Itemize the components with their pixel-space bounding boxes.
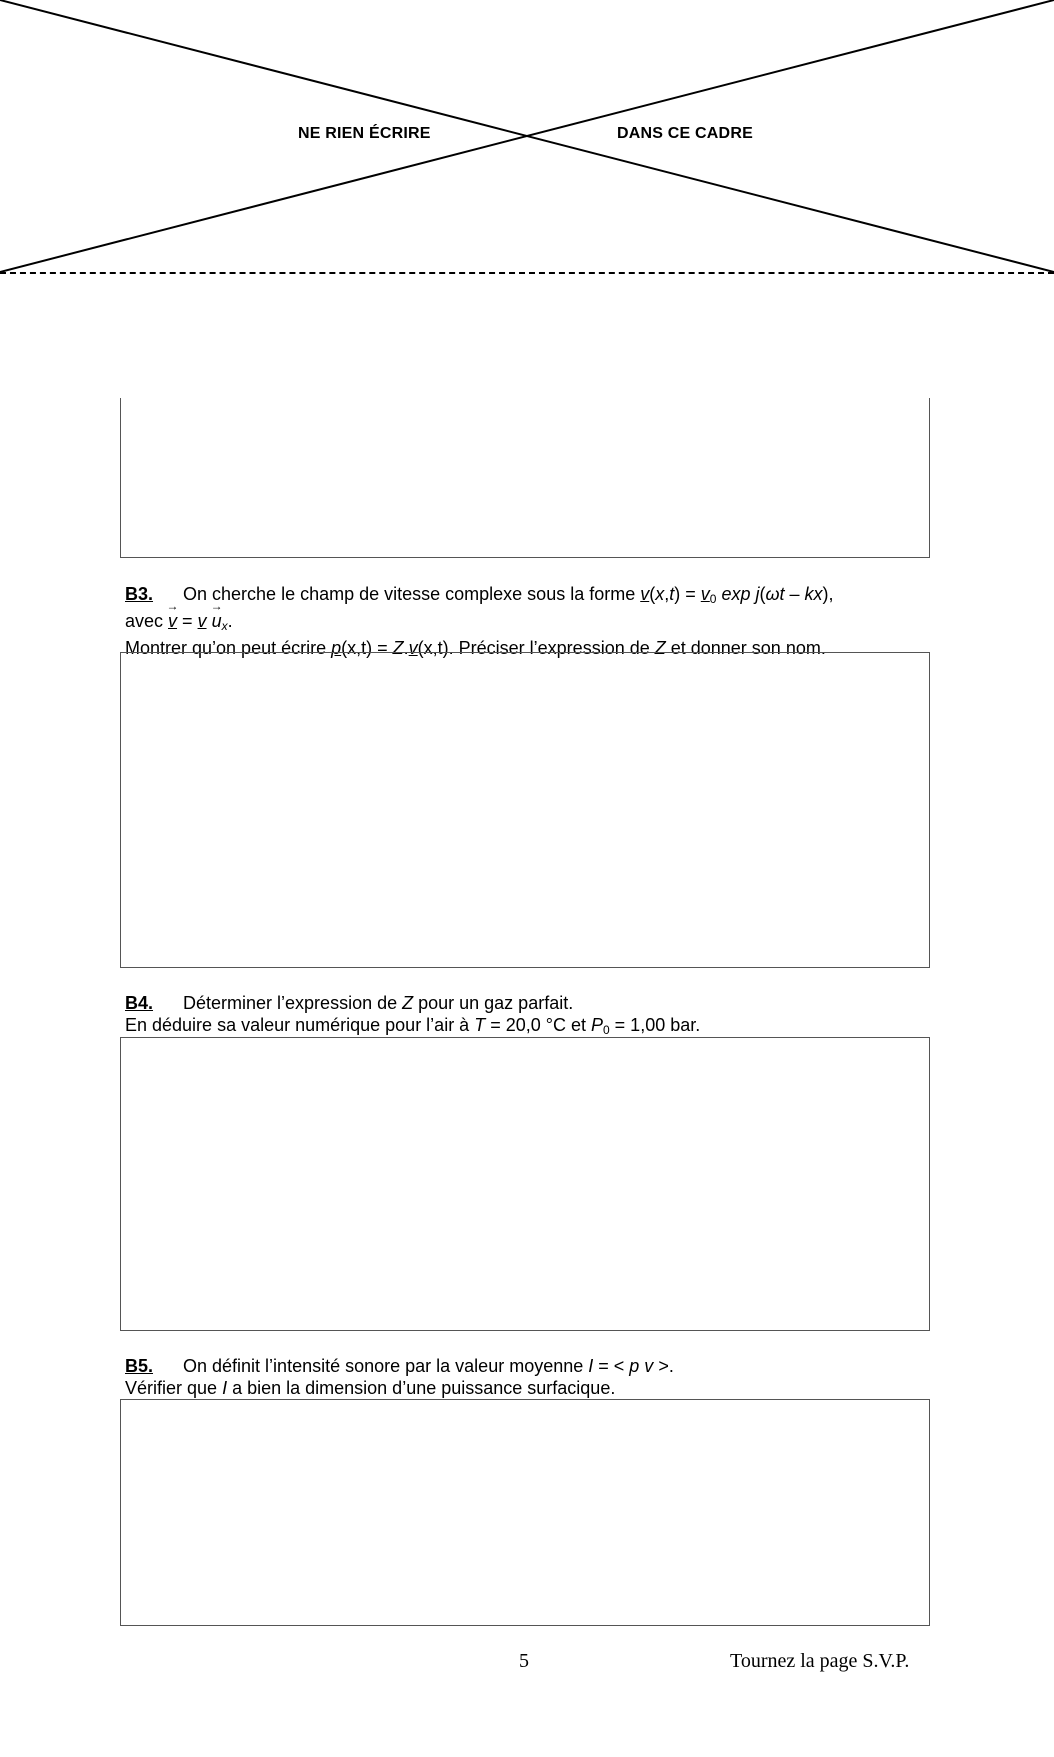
question-b3-line2: avec → $v = v \to u_x$.	[125, 610, 935, 637]
answer-box-previous[interactable]	[120, 398, 930, 558]
question-b5-number: B5.	[125, 1356, 154, 1376]
no-write-label-left: NE RIEN ÉCRIRE	[298, 125, 431, 142]
unit-vector-symbol: → u	[212, 610, 222, 632]
page-number: 5	[519, 1650, 529, 1672]
question-b3-number: B3.	[125, 584, 154, 604]
question-b3	[125, 583, 935, 659]
no-write-label-right: DANS CE CADRE	[617, 125, 753, 142]
question-b5	[125, 1355, 935, 1399]
question-b3-line1: B3. On cherche le champ de vitesse complexe sous la forme $v(x,t) = v_0$ exp j(ωt – kx),	[125, 584, 834, 606]
answer-box-b4[interactable]	[120, 1037, 930, 1331]
velocity-vector-symbol: → v	[168, 610, 177, 632]
question-b5-line2: Vérifier que I a bien la dimension d’une puissance surfacique.	[125, 1378, 616, 1398]
dashed-cut-line	[0, 272, 1054, 274]
question-b4-line2: En déduire sa valeur numérique pour l’air à T = 20,0 °C et $P_0 = 1,00$ bar.	[125, 1015, 701, 1037]
answer-box-b3[interactable]	[120, 652, 930, 968]
turn-page-note: Tournez la page S.V.P.	[730, 1650, 910, 1672]
answer-box-b5[interactable]	[120, 1399, 930, 1626]
question-b5-line1: B5. On définit l’intensité sonore par la valeur moyenne I = < p v >.	[125, 1356, 674, 1376]
question-b4-number: B4.	[125, 993, 154, 1013]
question-b3-line3: Montrer qu’on peut écrire p(x,t) = Z.v(x,t). Préciser l’expression de Z et donner son nom.	[125, 638, 826, 658]
header-cross-lines	[0, 0, 1054, 280]
question-b4-line1: B4. Déterminer l’expression de Z pour un gaz parfait.	[125, 993, 574, 1013]
question-b4	[125, 992, 935, 1041]
